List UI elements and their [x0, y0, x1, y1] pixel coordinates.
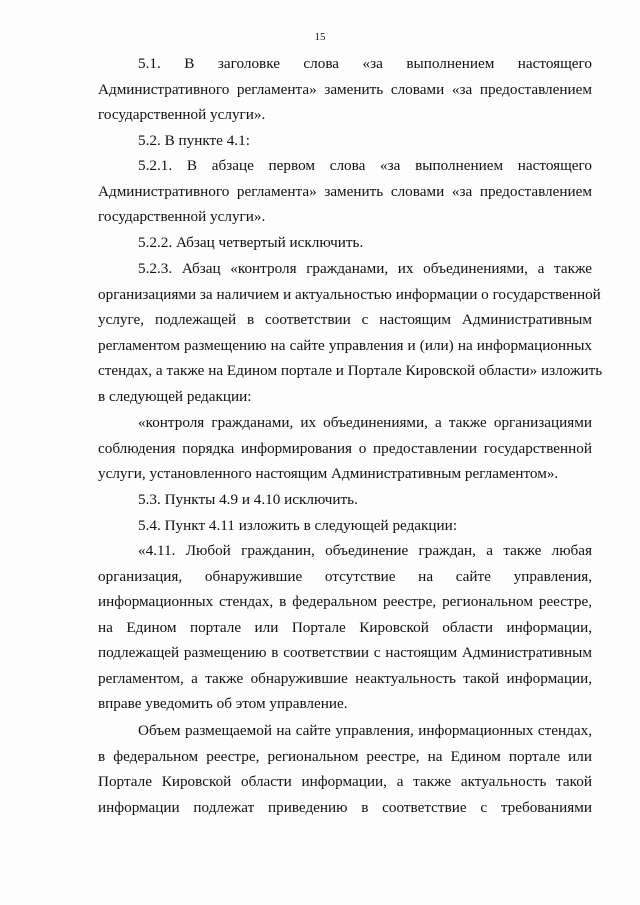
- paragraph-5-2-1: [98, 153, 592, 230]
- paragraph-4-11: [98, 538, 592, 717]
- paragraph-line: 5.1. В заголовке слова «за выполнением настоящего: [138, 55, 592, 72]
- paragraph-5-2-2: [98, 230, 592, 256]
- paragraph-line: Административного регламента» заменить словами «за предоставлением: [98, 80, 592, 98]
- paragraph-line: услуги, установленного настоящим Административным регламентом».: [98, 465, 559, 482]
- paragraph-line: организация, обнаружившие отсутствие на сайте управления,: [98, 567, 592, 585]
- paragraph-line: 5.2. В пункте 4.1:: [138, 132, 250, 149]
- paragraph-line: регламентом, а также обнаружившие неактуальность такой информации,: [98, 669, 592, 687]
- paragraph-line: услуге, подлежащей в соответствии с настоящим Административным: [98, 311, 592, 328]
- paragraph-line: Административного регламента» заменить словами «за предоставлением: [98, 182, 592, 200]
- paragraph-line: «4.11. Любой гражданин, объединение граждан, а также любая: [138, 542, 592, 559]
- paragraph-5-2-3: [98, 256, 603, 409]
- paragraph-line: информационных стендах, в федеральном реестре, региональном реестре,: [98, 593, 592, 610]
- paragraph-quote: [98, 410, 592, 487]
- paragraph-line: 5.2.2. Абзац четвертый исключить.: [138, 234, 364, 251]
- paragraph-line: 5.3. Пункты 4.9 и 4.10 исключить.: [138, 491, 358, 508]
- paragraph-line: организациями за наличием и актуальностью информации о государственной: [98, 285, 601, 303]
- paragraph-line: в следующей редакции:: [98, 387, 252, 405]
- paragraph-line: вправе уведомить об этом управление.: [98, 695, 348, 712]
- paragraph-line: «контроля гражданами, их объединениями, а также организациями: [138, 414, 592, 431]
- paragraph-line: Объем размещаемой на сайте управления, информационных стендах,: [138, 722, 592, 739]
- page-number: 15: [314, 31, 326, 43]
- paragraph-line: государственной услуги».: [98, 208, 266, 225]
- paragraph-line: Портале Кировской области информации, а также актуальность такой: [98, 773, 592, 790]
- paragraph-line: 5.2.3. Абзац «контроля гражданами, их объединениями, а также: [138, 260, 592, 277]
- paragraph-line: информации подлежат приведению в соответствие с требованиями: [98, 798, 592, 816]
- paragraph-obem: [98, 718, 592, 820]
- paragraph-line: на Едином портале или Портале Кировской области информации,: [98, 618, 592, 636]
- paragraph-5-1: [98, 51, 592, 128]
- paragraph-line: подлежащей размещению в соответствии с настоящим Административным: [98, 644, 592, 661]
- paragraph-line: государственной услуги».: [98, 106, 266, 123]
- paragraph-line: стендах, а также на Едином портале и Портале Кировской области» изложить: [98, 362, 603, 379]
- paragraph-5-4: [98, 513, 592, 539]
- paragraph-line: 5.4. Пункт 4.11 изложить в следующей редакции:: [138, 517, 458, 534]
- paragraph-line: 5.2.1. В абзаце первом слова «за выполнением настоящего: [138, 157, 592, 174]
- paragraph-5-3: [98, 487, 592, 513]
- paragraph-5-2: [98, 128, 592, 154]
- paragraph-line: в федеральном реестре, региональном реестре, на Едином портале или: [98, 747, 592, 765]
- paragraph-line: регламентом размещению на сайте управления и (или) на информационных: [98, 336, 592, 354]
- paragraph-line: соблюдения порядка информирования о предоставлении государственной: [98, 439, 592, 457]
